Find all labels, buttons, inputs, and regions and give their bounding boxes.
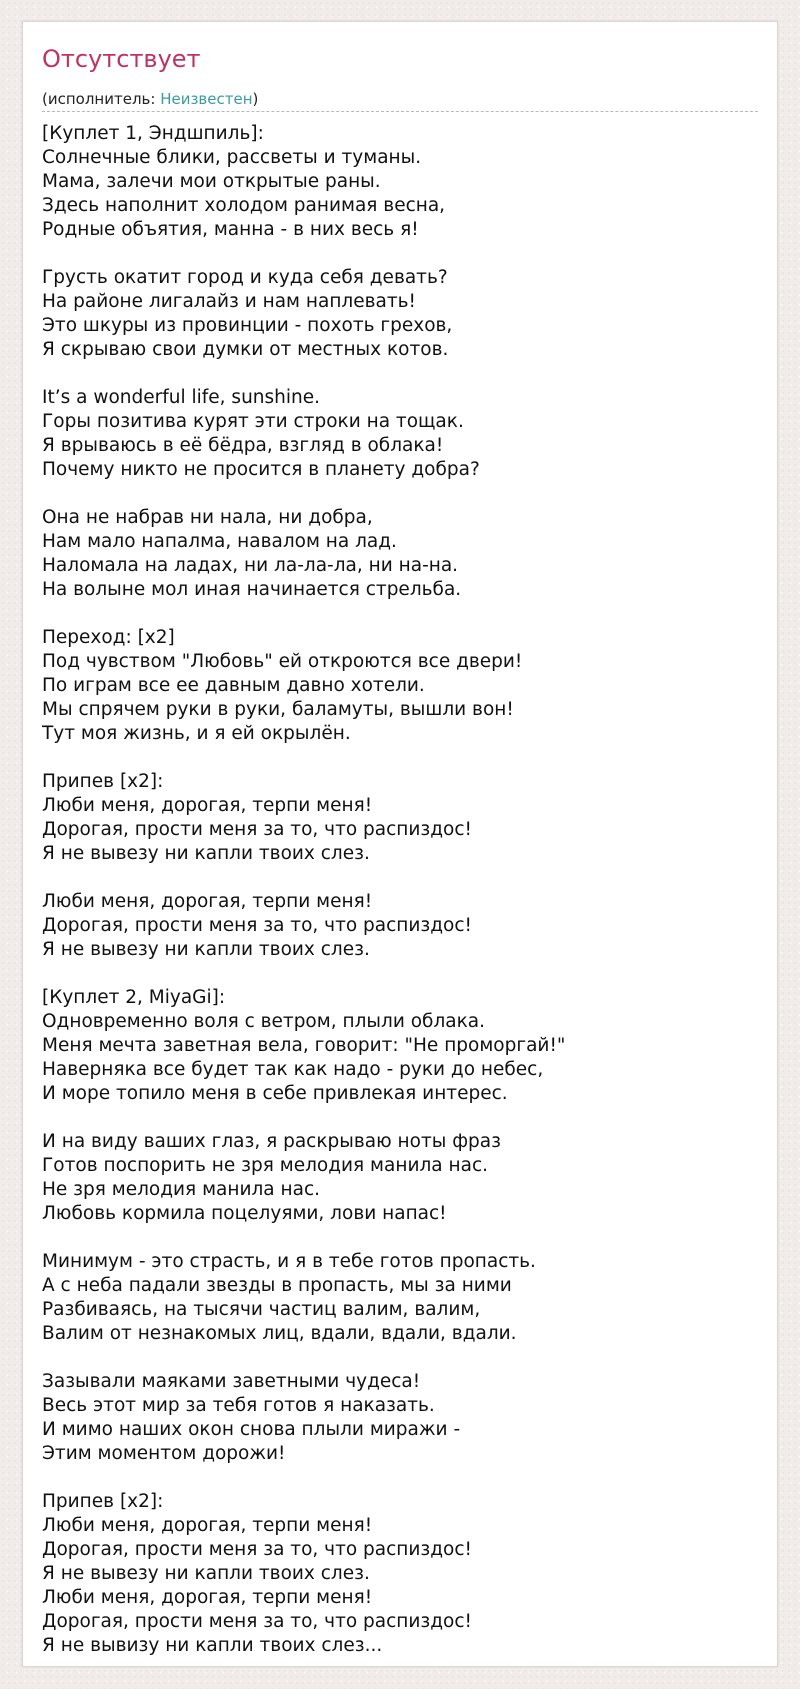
artist-line [42,90,258,108]
artist-prefix: (исполнитель: [42,90,161,108]
song-title: Отсутствует [42,45,201,73]
artist-link[interactable]: Неизвестен [160,90,253,108]
lyrics-text: [Куплет 1, Эндшпиль]: Солнечные блики, рассветы и туманы. Мама, залечи мои открытые раны. Здесь наполнит холодом ранимая весна, Родные объятия, манна - в них весь я! Грусть окатит город и куда себя девать? На районе лигалайз и нам наплевать! Это шкуры из провинции - похоть грехов, Я скрываю свои думки от местных котов. It’s a wonderful life, sunshine. Горы позитива курят эти строки на тощак. Я врываюсь в её бёдра, взгляд в облака! Почему никто не просится в планету добра? Она не набрав ни нала, ни добра, Нам мало напалма, навалом на лад. Наломала на ладах, ни ла-ла-ла, ни на-на. На волыне мол иная начинается стрельба. Переход: [x2] Под чувством "Любовь" ей откроются все двери! По играм все ее давным давно хотели. Мы спрячем руки в руки, баламуты, вышли вон! Тут моя жизнь, и я ей окрылён. Припев [x2]: Люби меня, дорогая, терпи меня! Дорогая, прости меня за то, что распиздос! Я не вывезу ни капли твоих слез. Люби меня, дорогая, терпи меня! Дорогая, прости меня за то, что распиздос! Я не вывезу ни капли твоих слез. [Куплет 2, MiyaGi]: Одновременно воля с ветром, плыли облака. Меня мечта заветная вела, говорит: "Не проморгай!" Наверняка все будет так как надо - руки до небес, И море топило меня в себе привлекая интерес. И на виду ваших глаз, я раскрываю ноты фраз Готов поспорить не зря мелодия манила нас. Не зря мелодия манила нас. Любовь кормила поцелуями, лови напас! Минимум - это страсть, и я в тебе готов пропасть. А с неба падали звезды в пропасть, мы за ними Разбиваясь, на тысячи частиц валим, валим, Валим от незнакомых лиц, вдали, вдали, вдали. Зазывали маяками заветными чудеса! Весь этот мир за тебя готов я наказать. И мимо наших окон снова плыли миражи - Этим моментом дорожи! Припев [x2]: Люби меня, дорогая, терпи меня! Дорогая, прости меня за то, что распиздос! Я не вывезу ни капли твоих слез. Люби меня, дорогая, терпи меня! Дорогая, прости меня за то, что распиздос! Я не вывизу ни капли твоих слез... [42,123,566,1656]
song-header [42,41,758,112]
artist-suffix: ) [252,90,259,108]
lyrics-card [22,21,778,1667]
